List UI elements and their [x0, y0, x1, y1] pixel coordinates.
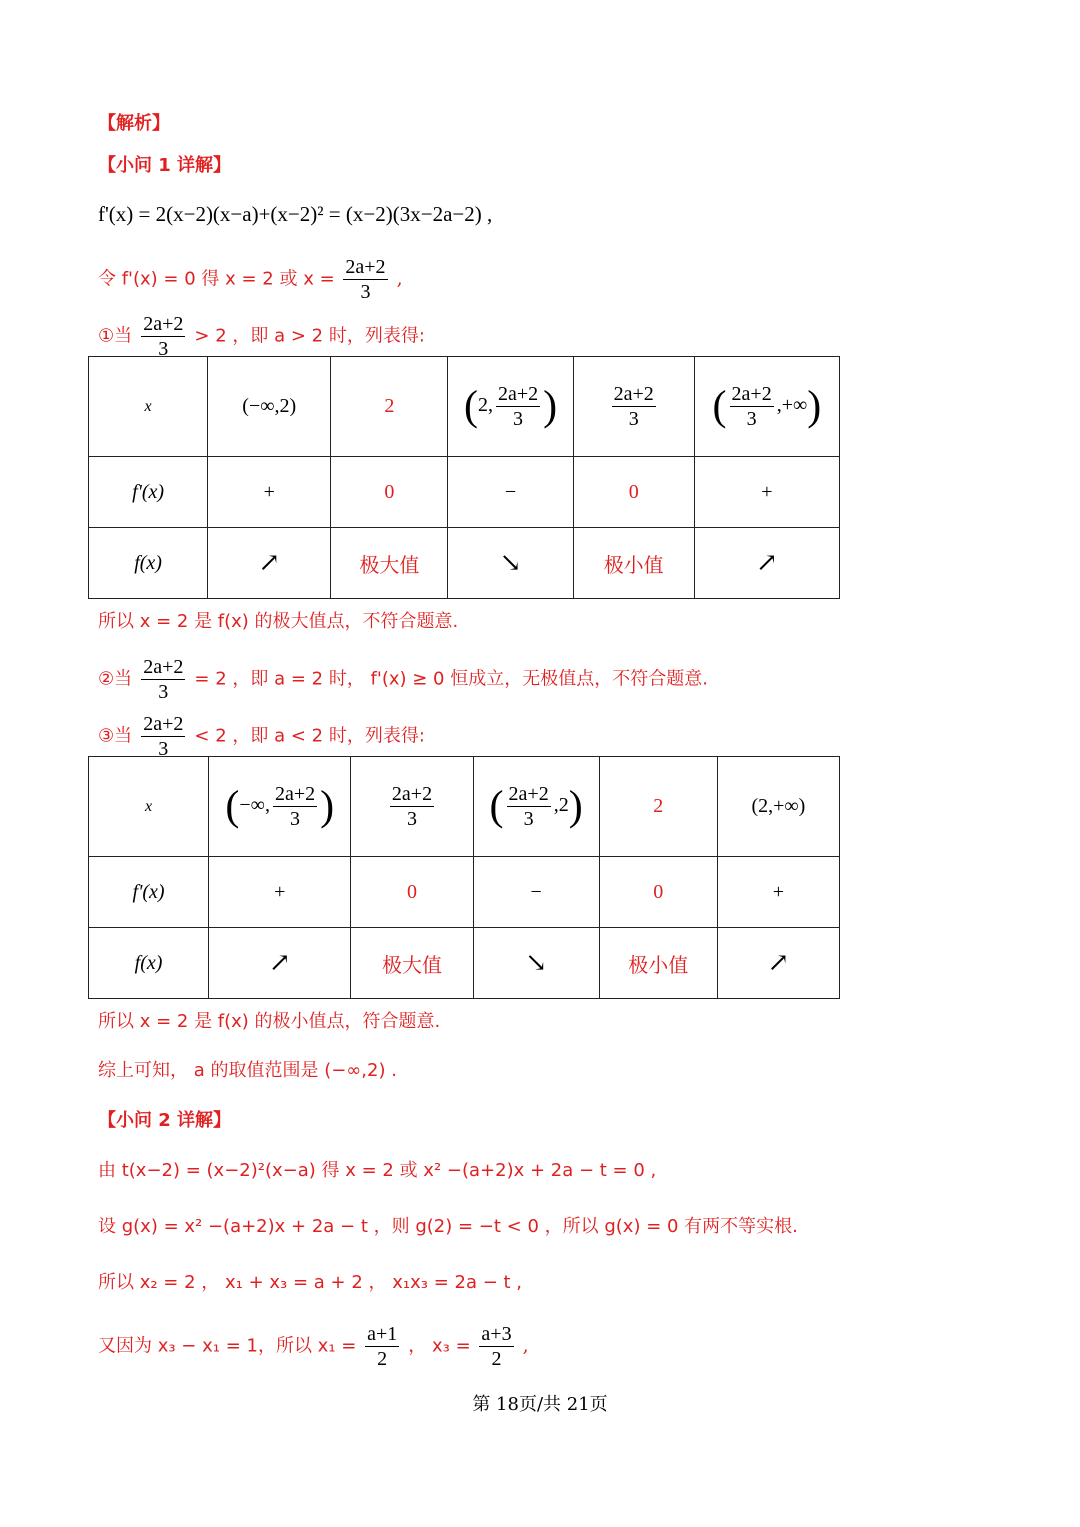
fraction-case2: $\frac{2a+2}{3}$	[143, 656, 184, 703]
fraction-case1: $\frac{2a+2}{3}$	[143, 313, 184, 360]
t2-increasing-arrow-icon: ↗	[209, 928, 351, 999]
derivative-line: f'(x) = 2(x−2)(x−a)+(x−2)² = (x−2)(3x−2a−2) ,	[98, 202, 493, 226]
t1-fp-5: +	[694, 457, 839, 528]
t1-fp-4: 0	[573, 457, 694, 528]
t2-fp-3: −	[473, 857, 599, 928]
case1-conclusion: 所以 x = 2 是 f(x) 的极大值点，不符合题意.	[98, 611, 459, 632]
t1-head-interval3: ( $\frac{2a+2}{3}$ ,+∞)	[694, 357, 839, 457]
case3-condition: < 2 ，即 a < 2 时，列表得:	[194, 725, 425, 747]
case1-label: ①当	[98, 325, 133, 347]
case1-line	[98, 312, 425, 361]
q2-line-4-comma: ,	[522, 1334, 529, 1357]
t1-min-label: 极小值	[573, 528, 694, 599]
q2-line-4	[98, 1322, 529, 1371]
case1-condition: > 2 ，即 a > 2 时，列表得:	[194, 325, 425, 347]
t1-fp-1: +	[208, 457, 331, 528]
fraction-x1: $\frac{a+1}{2}$	[367, 1323, 398, 1370]
t2-fp-5: +	[717, 857, 839, 928]
t2-increasing-arrow-icon-2: ↗	[717, 928, 839, 999]
t1-f-label: f(x)	[89, 528, 208, 599]
t2-head-point2: 2	[599, 757, 717, 857]
t1-fp-3: −	[448, 457, 573, 528]
q2-line-4-text-a: 又因为 x₃ − x₁ = 1，所以 x₁ =	[98, 1335, 363, 1357]
t1-decreasing-arrow-icon: ↘	[448, 528, 573, 599]
t2-head-x: x	[89, 757, 209, 857]
t1-head-interval2: (2, $\frac{2a+2}{3}$ )	[448, 357, 573, 457]
q2-line-1: 由 t(x−2) = (x−2)²(x−a) 得 x = 2 或 x² −(a+2)x + 2a − t = 0 ,	[98, 1160, 657, 1181]
t2-decreasing-arrow-icon: ↘	[473, 928, 599, 999]
t2-max-label: 极大值	[351, 928, 473, 999]
t1-fp-label: f'(x)	[89, 457, 208, 528]
critical-points-line	[98, 255, 403, 304]
t1-head-x: x	[89, 357, 208, 457]
case3-line	[98, 712, 425, 761]
t2-min-label: 极小值	[599, 928, 717, 999]
t2-head-point: $\frac{2a+2}{3}$	[351, 757, 473, 857]
fraction-x3: $\frac{a+3}{2}$	[481, 1323, 512, 1370]
case3-conclusion: 所以 x = 2 是 f(x) 的极小值点，符合题意.	[98, 1011, 441, 1032]
heading-q2: 【小问 2 详解】	[98, 1110, 232, 1131]
t1-head-point2: 2	[331, 357, 448, 457]
t2-fp-label: f'(x)	[89, 857, 209, 928]
page-footer: 第 18页/共 21页	[472, 1394, 608, 1415]
q2-line-2: 设 g(x) = x² −(a+2)x + 2a − t ，则 g(2) = −t < 0 ，所以 g(x) = 0 有两不等实根.	[98, 1216, 798, 1237]
critical-points-text: 令 f'(x) = 0 得 x = 2 或 x =	[98, 268, 341, 290]
q2-line-4-text-b: ， x₃ =	[408, 1335, 477, 1357]
sign-table-1	[88, 356, 840, 599]
t1-increasing-arrow-icon-2: ↗	[694, 528, 839, 599]
q2-line-3: 所以 x₂ = 2 ， x₁ + x₃ = a + 2 ， x₁x₃ = 2a − t ,	[98, 1272, 523, 1293]
t2-head-interval3: (2,+∞)	[717, 757, 839, 857]
sign-table-2	[88, 756, 840, 999]
t1-max-label: 极大值	[331, 528, 448, 599]
t2-head-interval1: (−∞, $\frac{2a+2}{3}$ )	[209, 757, 351, 857]
case3-label: ③当	[98, 725, 133, 747]
t2-head-interval2: ( $\frac{2a+2}{3}$ ,2)	[473, 757, 599, 857]
t1-fp-2: 0	[331, 457, 448, 528]
t1-head-point: $\frac{2a+2}{3}$	[573, 357, 694, 457]
summary-line: 综上可知， a 的取值范围是 (−∞,2) .	[98, 1060, 397, 1081]
case2-label: ②当	[98, 668, 133, 690]
fraction-case3: $\frac{2a+2}{3}$	[143, 713, 184, 760]
fraction-main: $\frac{2a+2}{3}$	[345, 256, 386, 303]
t2-fp-2: 0	[351, 857, 473, 928]
comma: ,	[396, 267, 403, 290]
t1-head-interval1: (−∞,2)	[208, 357, 331, 457]
t1-increasing-arrow-icon: ↗	[208, 528, 331, 599]
heading-analysis: 【解析】	[98, 113, 170, 134]
heading-q1: 【小问 1 详解】	[98, 155, 232, 176]
t2-f-label: f(x)	[89, 928, 209, 999]
case2-line	[98, 655, 708, 704]
case2-condition: = 2 ，即 a = 2 时， f'(x) ≥ 0 恒成立，无极值点，不符合题意.	[194, 668, 708, 690]
t2-fp-1: +	[209, 857, 351, 928]
t2-fp-4: 0	[599, 857, 717, 928]
